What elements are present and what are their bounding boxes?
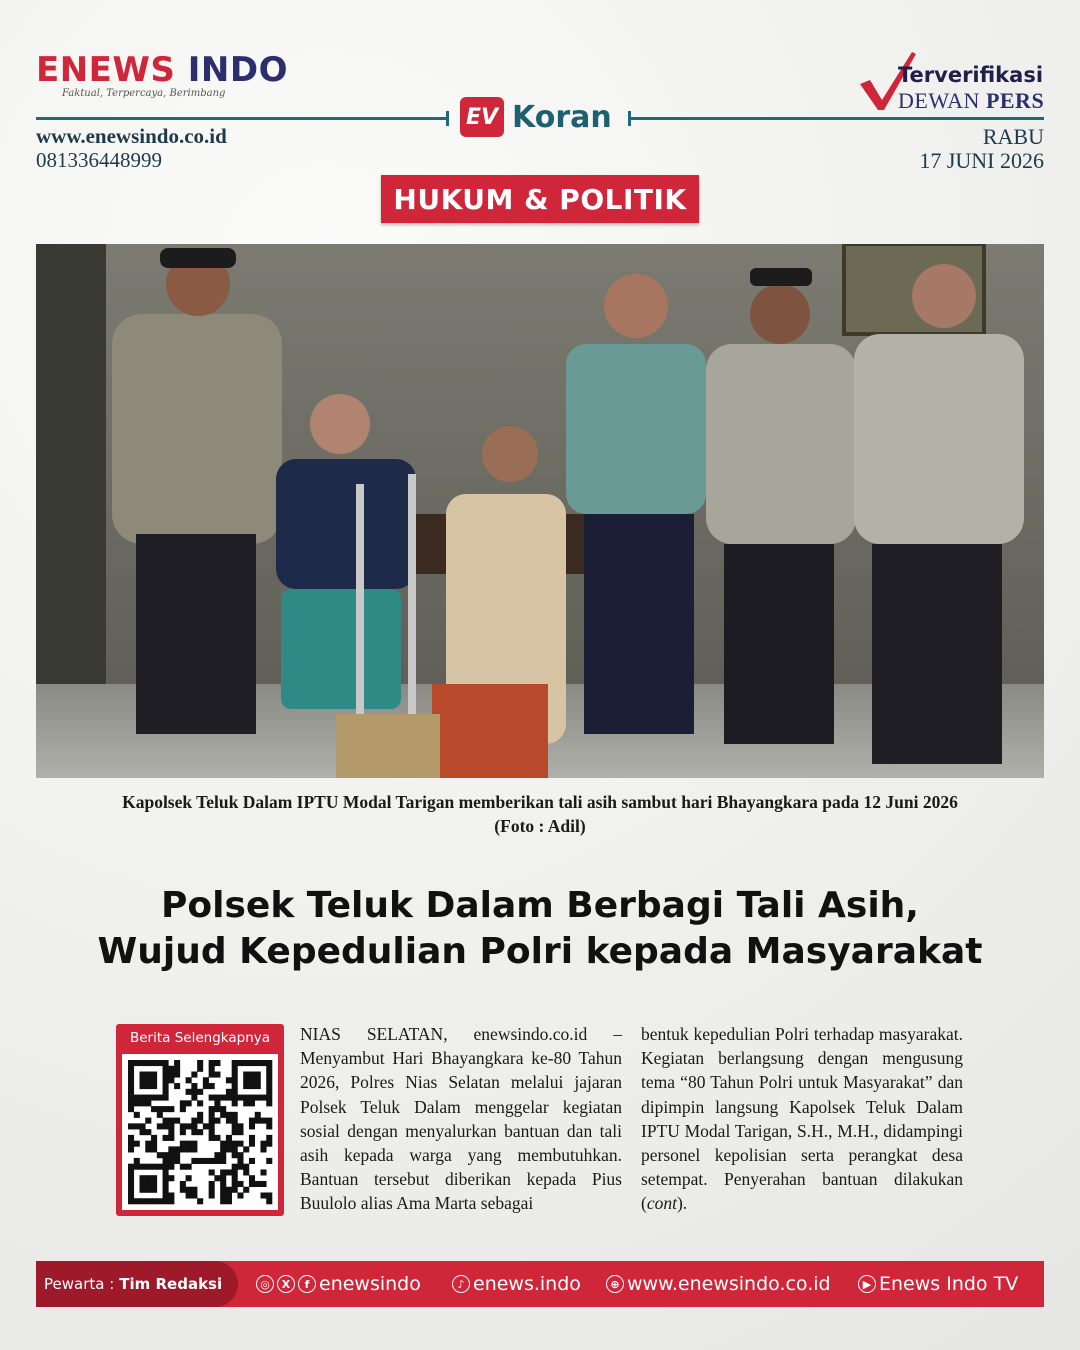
brand-part1: ENEWS — [36, 50, 176, 90]
header-divider-right — [630, 117, 1044, 120]
brand-tagline: Faktual, Terpercaya, Berimbang — [62, 88, 226, 99]
header-phone: 081336448999 — [36, 148, 162, 172]
section-badge — [460, 94, 620, 140]
photo-caption — [36, 790, 1044, 838]
category-badge: HUKUM & POLITIK — [381, 175, 699, 223]
header-website[interactable]: www.enewsindo.co.id — [36, 124, 227, 148]
article-column-1: NIAS SELATAN, enewsindo.co.id – Menyambut Hari Bhayangkara ke-80 Tahun 2026, Polres Nias Selatan melalui jajaran Polsek Teluk Dalam menggelar kegiatan sosial dengan menyalurkan bantuan dan tali asih kepada warga yang membutuhkan. Bantuan tersebut diberikan kepada Pius Buulolo alias Ama Marta sebagai — [300, 1024, 622, 1214]
social-handle[interactable]: ◎ X f enewsindo — [256, 1261, 421, 1307]
article-column-2: bentuk kepedulian Polri terhadap masyarakat. Kegiatan berlangsung dengan mengusung tema “80 Tahun Polri untuk Masyarakat” dan dipimpin langsung Kapolsek Teluk Dalam IPTU Modal Tarigan, S.H., M.H., didampingi personel kepolisian serta perangkat desa setempat. Penyerahan bantuan dilakukan (cont). — [641, 1024, 963, 1214]
tiktok-link[interactable]: ♪ enews.indo — [452, 1261, 581, 1307]
issue-date: 17 JUNI 2026 — [919, 148, 1044, 173]
news-photo — [36, 244, 1044, 778]
section-name: Koran — [512, 99, 612, 135]
header-divider-left — [36, 117, 448, 120]
ev-logo-icon: EV — [460, 97, 504, 137]
issue-day: RABU — [982, 124, 1044, 149]
globe-icon: ⊕ — [606, 1275, 624, 1293]
tiktok-icon: ♪ — [452, 1275, 470, 1293]
youtube-link[interactable]: ▶ Enews Indo TV — [858, 1261, 1018, 1307]
facebook-icon: f — [298, 1275, 316, 1293]
caption-text: Kapolsek Teluk Dalam IPTU Modal Tarigan memberikan tali asih sambut hari Bhayangkara pada 12 Juni 2026 — [122, 792, 958, 812]
brand-part2: INDO — [187, 50, 288, 90]
youtube-icon: ▶ — [858, 1275, 876, 1293]
x-icon: X — [277, 1275, 295, 1293]
website-link[interactable]: ⊕ www.enewsindo.co.id — [606, 1261, 831, 1307]
qr-code-graphic — [122, 1054, 278, 1210]
header-divider-cap — [446, 111, 449, 126]
reporter-credit: Pewarta : Tim Redaksi — [36, 1261, 238, 1307]
article-headline — [36, 883, 1044, 975]
headline-line-1: Polsek Teluk Dalam Berbagi Tali Asih, — [161, 885, 919, 926]
instagram-icon: ◎ — [256, 1275, 274, 1293]
headline-line-2: Wujud Kepedulian Polri kepada Masyarakat — [97, 931, 983, 972]
photo-illustration — [36, 244, 1044, 778]
caption-credit: (Foto : Adil) — [494, 816, 586, 836]
dewan-pers-label: DEWAN PERS — [898, 88, 1045, 113]
brand-logo — [36, 50, 288, 90]
qr-code-icon[interactable] — [122, 1054, 278, 1210]
qr-label: Berita Selengkapnya — [129, 1030, 271, 1046]
verified-label: Terverifikasi — [898, 63, 1044, 87]
